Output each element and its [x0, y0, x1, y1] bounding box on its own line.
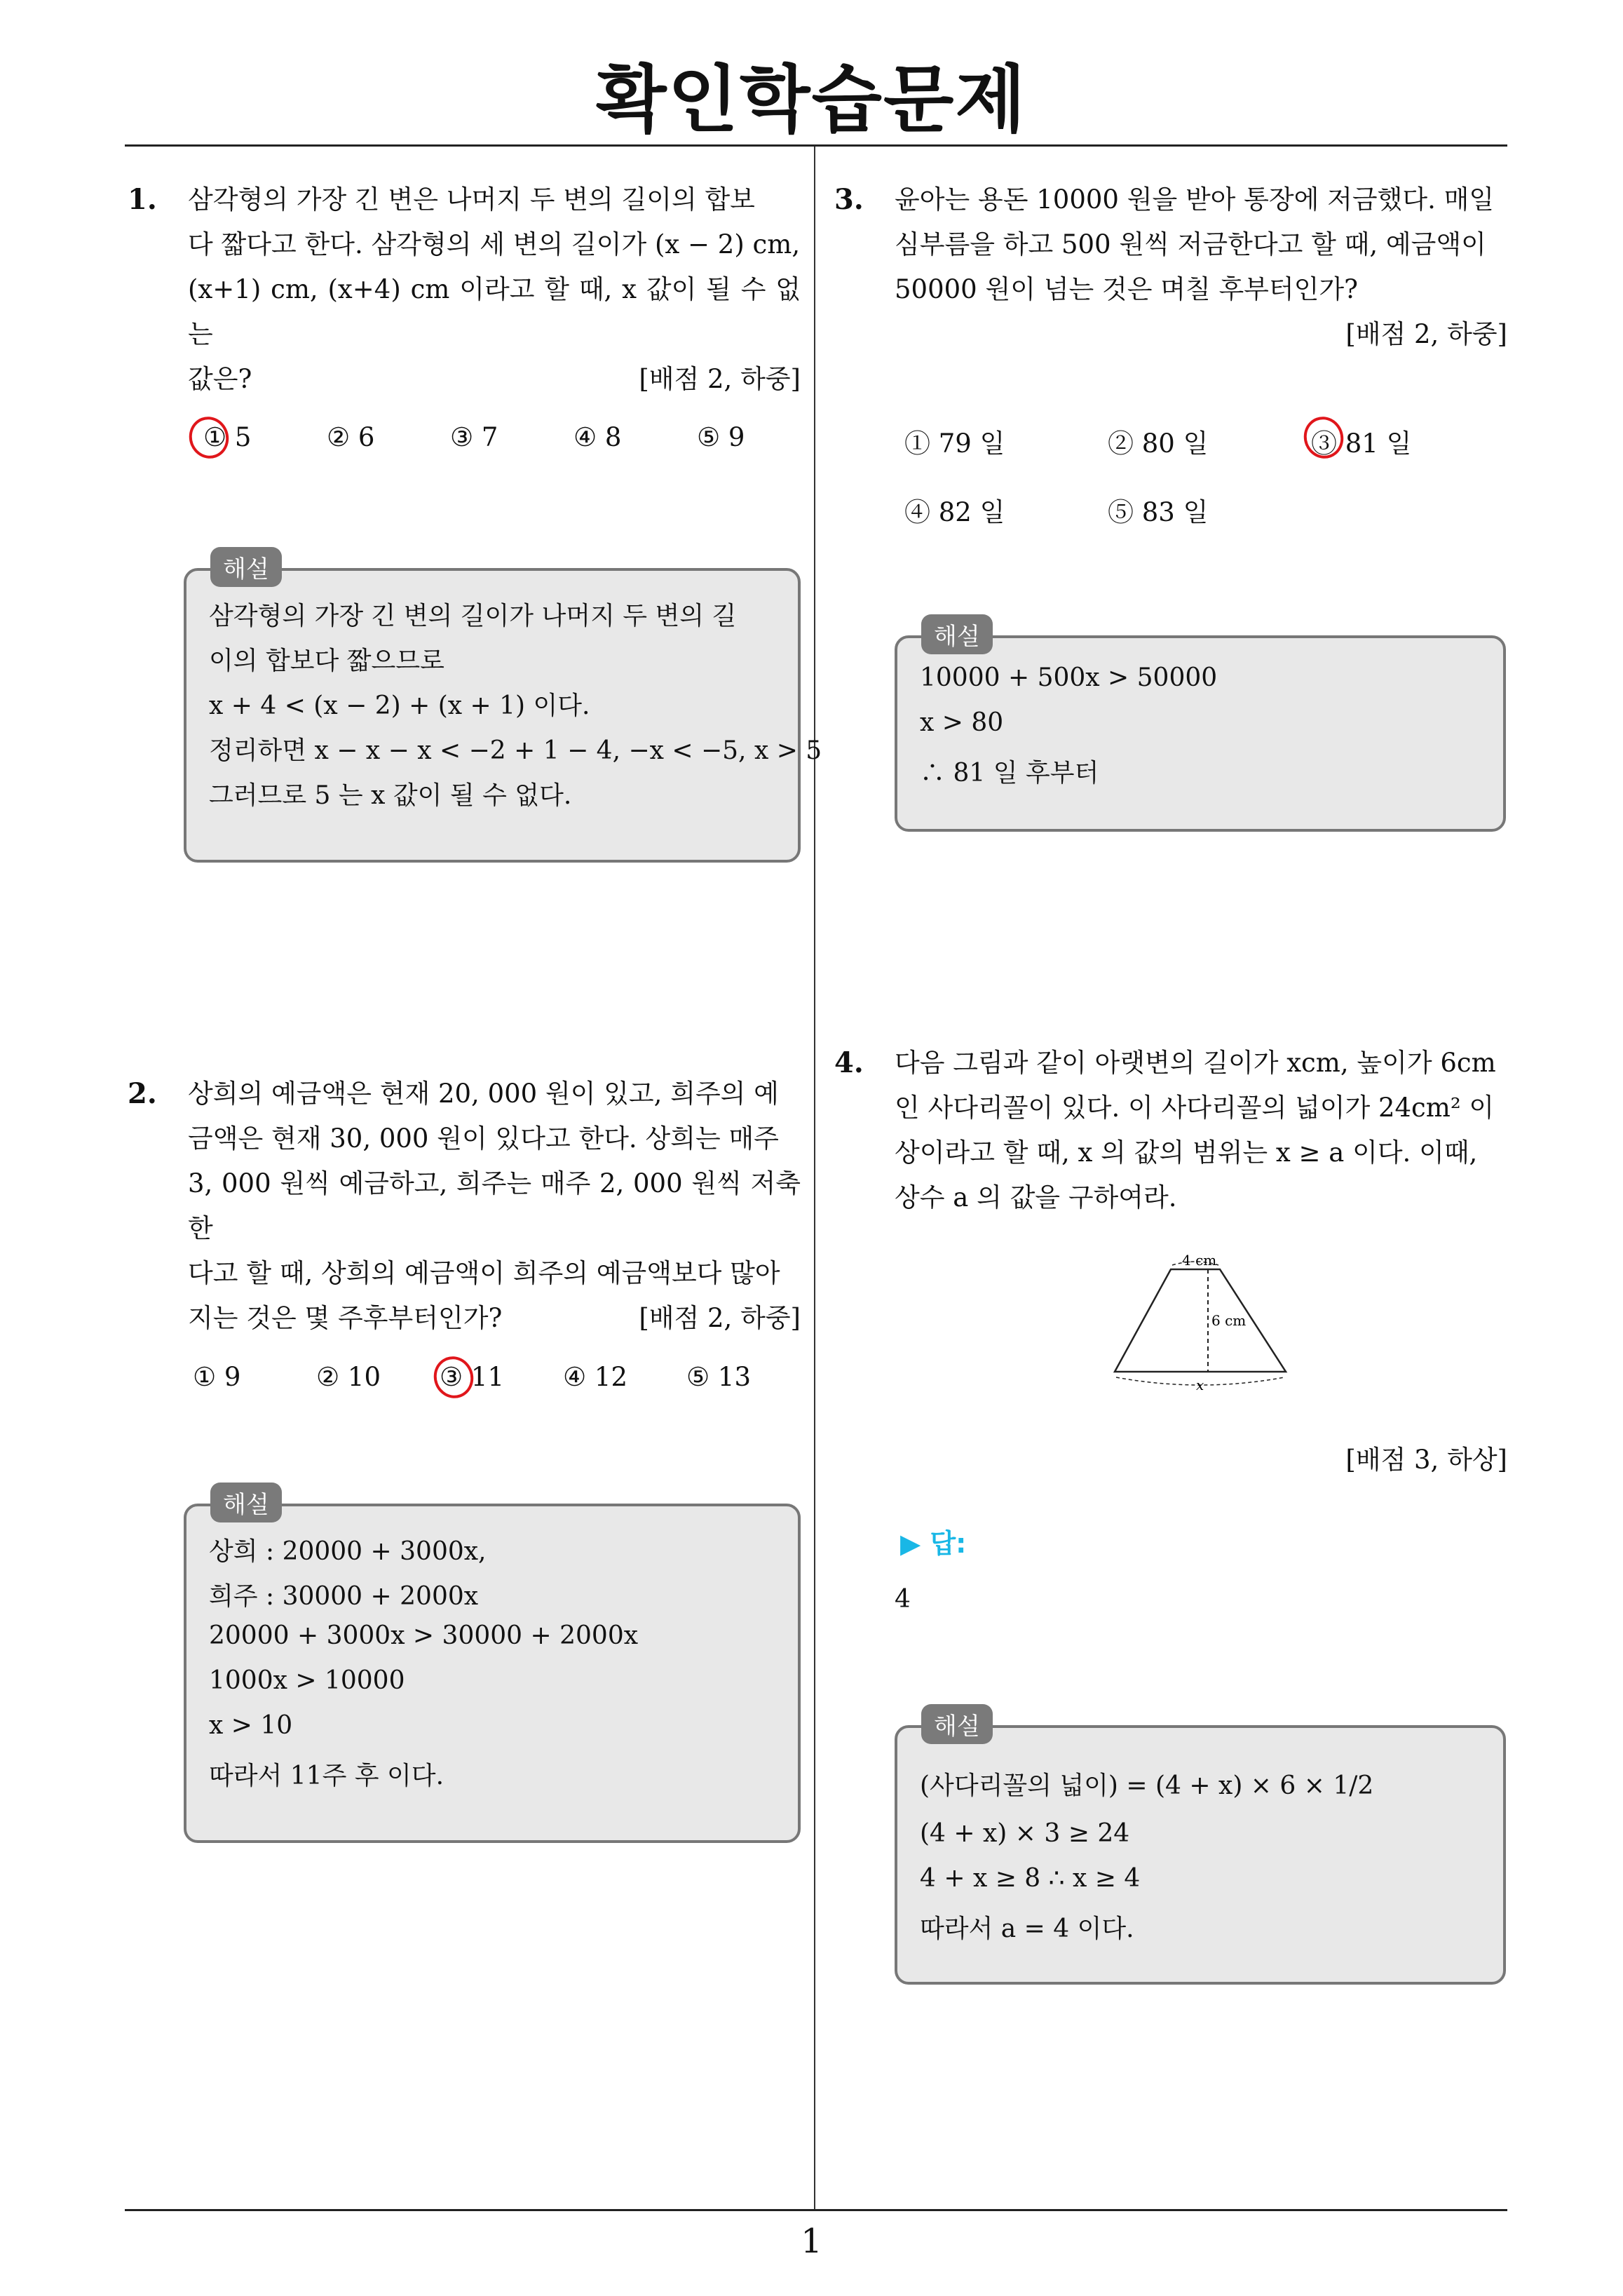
- score-label: [배점 2, 하중]: [639, 1303, 801, 1333]
- choice-option[interactable]: ④ 8: [573, 422, 622, 452]
- solution-line: 1000x > 10000: [209, 1666, 405, 1695]
- answer-value: 4: [895, 1585, 911, 1614]
- answer-label: ▶ 답:: [900, 1528, 967, 1559]
- solution-line: 희주 : 30000 + 2000x: [209, 1582, 479, 1611]
- question-text-line: 상희의 예금액은 현재 20, 000 원이 있고, 희주의 예: [188, 1079, 779, 1109]
- choice-option[interactable]: ② 6: [327, 422, 375, 452]
- question-number: 1.: [128, 183, 157, 216]
- solution-line: 4 + x ≥ 8 ∴ x ≥ 4: [920, 1864, 1141, 1893]
- solution-tag: 해설: [210, 547, 282, 587]
- question-text-line: 상수 a 의 값을 구하여라.: [895, 1182, 1177, 1213]
- figure-bottom-label: x: [1196, 1377, 1204, 1393]
- choice-option[interactable]: ③ 81 일: [1311, 428, 1412, 459]
- question-text-line: 윤아는 용돈 10000 원을 받아 통장에 저금했다. 매일: [895, 184, 1495, 215]
- bottom-rule: [125, 2209, 1507, 2211]
- score-label: [배점 3, 하상]: [1345, 1445, 1507, 1475]
- solution-line: x + 4 < (x − 2) + (x + 1) 이다.: [209, 691, 590, 720]
- question-text-line: 다음 그림과 같이 아랫변의 길이가 xcm, 높이가 6cm: [895, 1048, 1496, 1078]
- choice-option[interactable]: ③ 7: [450, 422, 498, 452]
- choice-option[interactable]: ② 10: [316, 1362, 381, 1392]
- question-4: [834, 1041, 1507, 1230]
- question-number: 2.: [128, 1077, 157, 1110]
- solution-line: 그러므로 5 는 x 값이 될 수 없다.: [209, 781, 572, 810]
- solution-line: 10000 + 500x > 50000: [920, 663, 1218, 692]
- score-label: [배점 2, 하중]: [1345, 319, 1507, 349]
- solution-tag: 해설: [921, 614, 993, 654]
- score-label: [배점 2, 하중]: [639, 364, 801, 394]
- question-1: [128, 177, 801, 394]
- question-text-line: 인 사다리꼴이 있다. 이 사다리꼴의 넓이가 24cm² 이: [895, 1093, 1495, 1123]
- choice-option[interactable]: ④ 12: [563, 1362, 628, 1392]
- question-text-line: 50000 원이 넘는 것은 며칠 후부터인가?: [895, 274, 1358, 304]
- question-text-line: (x+1) cm, (x+4) cm 이라고 할 때, x 값이 될 수 없는: [188, 274, 801, 349]
- solution-line: 따라서 11주 후 이다.: [209, 1762, 444, 1790]
- question-text-line: 금액은 현재 30, 000 원이 있다고 한다. 상희는 매주: [188, 1123, 779, 1154]
- choice-option[interactable]: ③ 11: [440, 1362, 505, 1392]
- column-divider: [814, 147, 815, 2209]
- score-row-4: [834, 1438, 1507, 1483]
- figure-top-label: 4 cm: [1182, 1252, 1217, 1269]
- question-number: 3.: [834, 183, 864, 216]
- question-text-line: 지는 것은 몇 주후부터인가?: [188, 1303, 503, 1333]
- figure-height-label: 6 cm: [1211, 1312, 1247, 1329]
- solution-line: (4 + x) × 3 ≥ 24: [920, 1819, 1130, 1848]
- solution-box-4: [895, 1713, 1506, 1985]
- solution-line: 이의 합보다 짧으므로: [209, 647, 444, 675]
- choices-3: [904, 422, 1479, 534]
- question-number: 4.: [834, 1046, 864, 1079]
- solution-box-2: [184, 1491, 801, 1843]
- choice-option[interactable]: ① 9: [193, 1362, 241, 1392]
- question-text-line: 3, 000 원씩 예금하고, 희주는 매주 2, 000 원씩 저축한: [188, 1168, 801, 1243]
- solution-line: 20000 + 3000x > 30000 + 2000x: [209, 1621, 639, 1650]
- solution-line: (사다리꼴의 넓이) = (4 + x) × 6 × 1/2: [920, 1771, 1374, 1800]
- trapezoid-figure: [1108, 1252, 1304, 1400]
- solution-line: 상희 : 20000 + 3000x,: [209, 1537, 487, 1566]
- solution-line: x > 10: [209, 1711, 293, 1740]
- question-text-line: 값은?: [188, 364, 252, 394]
- choice-option[interactable]: ① 79 일: [904, 428, 1005, 459]
- solution-line: 따라서 a = 4 이다.: [920, 1915, 1134, 1943]
- solution-line: 정리하면 x − x − x < −2 + 1 − 4, −x < −5, x > 5: [209, 736, 822, 765]
- question-text-line: 상이라고 할 때, x 의 값의 범위는 x ≥ a 이다. 이때,: [895, 1137, 1478, 1168]
- choice-option[interactable]: ④ 82 일: [904, 497, 1005, 527]
- choice-option[interactable]: ② 80 일: [1108, 428, 1209, 459]
- question-text-line: 다 짧다고 한다. 삼각형의 세 변의 길이가 (x − 2) cm,: [188, 229, 801, 259]
- solution-box-3: [895, 623, 1506, 832]
- solution-tag: 해설: [921, 1704, 993, 1744]
- choice-option[interactable]: ⑤ 13: [686, 1362, 752, 1392]
- choices-2: [193, 1362, 768, 1404]
- top-rule: [125, 144, 1507, 147]
- question-2: [128, 1072, 801, 1333]
- solution-box-1: [184, 555, 822, 863]
- question-text-line: 삼각형의 가장 긴 변은 나머지 두 변의 길이의 합보: [188, 184, 755, 215]
- choices-1: [203, 422, 764, 464]
- solution-line: ∴ 81 일 후부터: [920, 759, 1099, 788]
- solution-tag: 해설: [210, 1483, 282, 1522]
- page-title: 확인학습문제: [596, 57, 1027, 142]
- choice-option[interactable]: ① 5: [203, 422, 252, 452]
- question-3: [834, 177, 1507, 367]
- question-text-line: 다고 할 때, 상희의 예금액이 희주의 예금액보다 많아: [188, 1258, 780, 1288]
- question-text-line: 심부름을 하고 500 원씩 저금한다고 할 때, 예금액이: [895, 229, 1486, 259]
- solution-line: x > 80: [920, 708, 1004, 737]
- solution-line: 삼각형의 가장 긴 변의 길이가 나머지 두 변의 길: [209, 602, 737, 630]
- choice-option[interactable]: ⑤ 9: [697, 422, 745, 452]
- choice-option[interactable]: ⑤ 83 일: [1108, 497, 1209, 527]
- page-number: 1: [801, 2222, 822, 2261]
